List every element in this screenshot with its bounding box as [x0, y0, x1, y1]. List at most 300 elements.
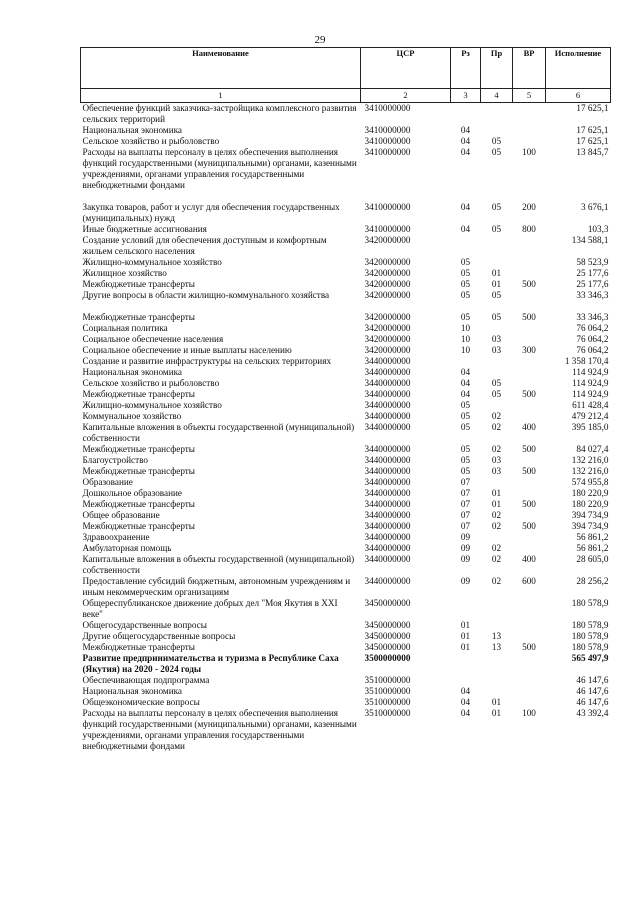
cell-vr [513, 598, 546, 620]
cell-pr: 01 [491, 268, 502, 278]
cell-csr: 3420000000 [364, 268, 411, 278]
cell-vr [513, 235, 546, 257]
cell-csr: 3440000000 [364, 532, 411, 542]
table-row [81, 631, 611, 642]
header-name: Наименование [81, 48, 361, 89]
table-row [81, 147, 611, 191]
cell-rz: 04 [460, 125, 471, 135]
cell-vr: 200 [522, 202, 536, 212]
cell-csr: 3440000000 [364, 466, 411, 476]
cell-exec: 180 578,9 [571, 598, 609, 608]
cell-exec: 17 625,1 [576, 136, 609, 146]
cell-exec: 114 924,9 [572, 378, 609, 388]
cell-csr: 3440000000 [364, 367, 411, 377]
table-row [81, 708, 611, 752]
cell-vr [513, 455, 546, 466]
cell-rz: 05 [460, 312, 471, 322]
cell-pr: 02 [491, 411, 502, 421]
cell-pr [481, 675, 513, 686]
table-row [81, 345, 611, 356]
cell-exec: 13 845,7 [576, 147, 609, 157]
cell-name: Развитие предпринимательства и туризма в Республике Саха (Якутия) на 2020 - 2024 годы [82, 653, 339, 674]
cell-pr: 01 [491, 708, 502, 718]
cell-rz: 04 [460, 389, 471, 399]
cell-exec: 3 676,1 [580, 202, 609, 212]
table-row [81, 653, 611, 675]
cell-exec: 33 346,3 [576, 312, 609, 322]
cell-exec: 103,3 [587, 224, 609, 234]
cell-vr: 500 [522, 444, 536, 454]
cell-csr: 3440000000 [364, 543, 411, 553]
cell-name: Дошкольное образование [82, 488, 182, 498]
cell-csr: 3500000000 [364, 653, 411, 663]
cell-name: Обеспечивающая подпрограмма [82, 675, 210, 685]
cell-rz: 04 [460, 224, 471, 234]
cell-exec: 394 734,9 [571, 510, 609, 520]
cell-rz: 09 [460, 576, 471, 586]
cell-rz: 04 [460, 136, 471, 146]
table-row [81, 444, 611, 455]
cell-rz [451, 675, 481, 686]
cell-pr: 03 [491, 345, 502, 355]
cell-exec: 180 220,9 [571, 488, 609, 498]
cell-pr: 05 [491, 136, 502, 146]
cell-pr: 03 [491, 334, 502, 344]
spacer-cell [81, 191, 611, 202]
cell-exec: 180 578,9 [571, 642, 609, 652]
cell-pr: 05 [491, 290, 502, 300]
cell-csr: 3440000000 [364, 411, 411, 421]
cell-vr [513, 653, 546, 675]
cell-csr: 3440000000 [364, 499, 411, 509]
cell-rz: 09 [460, 532, 471, 542]
cell-exec: 25 177,6 [576, 279, 609, 289]
cell-pr: 03 [491, 466, 502, 476]
cell-csr: 3510000000 [364, 697, 411, 707]
budget-execution-table [80, 47, 611, 752]
cell-pr: 05 [491, 312, 502, 322]
cell-exec: 56 861,2 [576, 543, 609, 553]
cell-pr [481, 620, 513, 631]
cell-exec: 479 212,4 [571, 411, 609, 421]
cell-vr [513, 477, 546, 488]
cell-exec: 46 147,6 [576, 697, 609, 707]
row-spacer [81, 301, 611, 312]
cell-pr [481, 323, 513, 334]
cell-pr: 02 [491, 521, 502, 531]
cell-pr: 02 [491, 422, 502, 432]
cell-vr [513, 631, 546, 642]
table-row [81, 697, 611, 708]
cell-pr: 05 [491, 202, 502, 212]
table-row [81, 477, 611, 488]
cell-rz: 04 [460, 686, 471, 696]
cell-exec: 84 027,4 [576, 444, 609, 454]
cell-exec: 180 578,9 [571, 631, 609, 641]
cell-rz: 05 [460, 290, 471, 300]
column-number: 4 [481, 89, 513, 103]
cell-vr [513, 290, 546, 301]
cell-csr: 3440000000 [364, 488, 411, 498]
cell-exec: 43 392,4 [576, 708, 609, 718]
cell-rz: 05 [460, 422, 471, 432]
cell-exec: 394 734,9 [571, 521, 609, 531]
cell-pr: 01 [491, 488, 502, 498]
cell-vr [513, 323, 546, 334]
page-number: 29 [314, 34, 326, 46]
cell-pr: 02 [491, 444, 502, 454]
cell-name: Межбюджетные трансферты [82, 279, 195, 289]
cell-pr [481, 103, 513, 126]
cell-csr: 3440000000 [364, 389, 411, 399]
cell-vr [513, 675, 546, 686]
table-row [81, 620, 611, 631]
table-row [81, 675, 611, 686]
cell-pr [481, 532, 513, 543]
cell-csr: 3410000000 [364, 224, 411, 234]
table-row [81, 202, 611, 224]
cell-name: Межбюджетные трансферты [82, 521, 195, 531]
cell-name: Создание условий для обеспечения доступным и комфортным жильем сельского населения [82, 235, 327, 256]
cell-vr [513, 257, 546, 268]
cell-rz: 07 [460, 488, 471, 498]
cell-vr [513, 510, 546, 521]
column-number: 5 [513, 89, 546, 103]
cell-rz: 07 [460, 499, 471, 509]
table-row [81, 323, 611, 334]
table-row [81, 356, 611, 367]
cell-vr: 500 [522, 279, 536, 289]
cell-vr [513, 411, 546, 422]
cell-pr: 02 [491, 510, 502, 520]
cell-rz [451, 653, 481, 675]
cell-name: Межбюджетные трансферты [82, 389, 195, 399]
cell-rz: 10 [460, 323, 471, 333]
table-row [81, 510, 611, 521]
cell-csr: 3420000000 [364, 257, 411, 267]
cell-name: Расходы на выплаты персоналу в целях обеспечения выполнения функций государственными (муниципальными) органами, казенными учреждениями, органами управления государственными внебюджетными фондами [82, 147, 357, 190]
cell-exec: 46 147,6 [576, 686, 609, 696]
cell-rz: 07 [460, 521, 471, 531]
column-number: 3 [451, 89, 481, 103]
cell-name: Иные бюджетные ассигнования [82, 224, 207, 234]
cell-name: Общереспубликанское движение добрых дел "Моя Якутия в XXI веке" [82, 598, 338, 619]
table-row [81, 521, 611, 532]
cell-name: Капитальные вложения в объекты государственной (муниципальной) собственности [82, 554, 355, 575]
table-row [81, 455, 611, 466]
cell-csr: 3440000000 [364, 356, 411, 366]
cell-csr: 3420000000 [364, 235, 411, 245]
cell-name: Жилищное хозяйство [82, 268, 167, 278]
cell-pr: 02 [491, 554, 502, 564]
cell-exec: 46 147,6 [576, 675, 609, 685]
cell-pr [481, 257, 513, 268]
cell-csr: 3450000000 [364, 642, 411, 652]
table-row [81, 257, 611, 268]
cell-exec: 76 064,2 [576, 345, 609, 355]
cell-exec: 132 216,0 [571, 466, 609, 476]
cell-pr [481, 235, 513, 257]
cell-exec: 611 428,4 [572, 400, 609, 410]
cell-rz: 04 [460, 378, 471, 388]
cell-vr [513, 532, 546, 543]
table-row [81, 422, 611, 444]
header-exec: Исполнение [546, 48, 611, 89]
cell-pr: 13 [491, 642, 502, 652]
table-row [81, 532, 611, 543]
cell-rz: 05 [460, 455, 471, 465]
cell-exec: 28 605,0 [576, 554, 609, 564]
cell-name: Национальная экономика [82, 125, 183, 135]
cell-exec: 76 064,2 [576, 323, 609, 333]
cell-rz: 04 [460, 147, 471, 157]
cell-rz [451, 598, 481, 620]
cell-exec: 28 256,2 [576, 576, 609, 586]
cell-vr [513, 268, 546, 279]
table-row [81, 466, 611, 477]
cell-name: Благоустройство [82, 455, 148, 465]
table-row [81, 488, 611, 499]
cell-vr: 800 [522, 224, 536, 234]
cell-vr [513, 356, 546, 367]
cell-name: Амбулаторная помощь [82, 543, 172, 553]
cell-name: Жилищно-коммунальное хозяйство [82, 400, 222, 410]
cell-csr: 3420000000 [364, 312, 411, 322]
cell-csr: 3420000000 [364, 279, 411, 289]
cell-pr: 03 [491, 455, 502, 465]
cell-exec: 17 625,1 [576, 125, 609, 135]
cell-rz: 04 [460, 367, 471, 377]
cell-exec: 58 523,9 [576, 257, 609, 267]
cell-name: Расходы на выплаты персоналу в целях обеспечения выполнения функций государственными (муниципальными) органами, казенными учреждениями, органами управления государственными внебюджетными фондами [82, 708, 357, 751]
cell-exec: 132 216,0 [571, 455, 609, 465]
cell-name: Закупка товаров, работ и услуг для обеспечения государственных (муниципальных) нужд [82, 202, 340, 223]
cell-name: Другие вопросы в области жилищно-коммунального хозяйства [82, 290, 330, 300]
cell-csr: 3420000000 [364, 345, 411, 355]
cell-rz: 01 [460, 642, 471, 652]
cell-rz [451, 235, 481, 257]
cell-name: Межбюджетные трансферты [82, 444, 195, 454]
table-row [81, 103, 611, 126]
cell-pr: 05 [491, 389, 502, 399]
cell-name: Создание и развитие инфраструктуры на сельских территориях [82, 356, 332, 366]
cell-name: Обеспечение функций заказчика-застройщика комплексного развития сельских территорий [82, 103, 357, 124]
cell-vr: 500 [522, 499, 536, 509]
cell-vr [513, 697, 546, 708]
row-spacer [81, 191, 611, 202]
table-row [81, 290, 611, 301]
cell-exec: 180 578,9 [571, 620, 609, 630]
cell-pr [481, 125, 513, 136]
table-body [81, 103, 611, 753]
cell-pr [481, 400, 513, 411]
cell-vr [513, 620, 546, 631]
cell-name: Межбюджетные трансферты [82, 466, 195, 476]
cell-rz: 01 [460, 631, 471, 641]
cell-rz [451, 356, 481, 367]
table-row [81, 125, 611, 136]
column-number: 6 [546, 89, 611, 103]
cell-vr: 500 [522, 466, 536, 476]
table-row [81, 312, 611, 323]
cell-vr [513, 400, 546, 411]
header-vr: ВР [513, 48, 546, 89]
cell-name: Капитальные вложения в объекты государственной (муниципальной) собственности [82, 422, 355, 443]
cell-csr: 3450000000 [364, 620, 411, 630]
cell-csr: 3420000000 [364, 290, 411, 300]
table-row [81, 543, 611, 554]
table-row [81, 378, 611, 389]
cell-rz [451, 103, 481, 126]
cell-rz: 07 [460, 510, 471, 520]
cell-name: Межбюджетные трансферты [82, 642, 195, 652]
cell-vr [513, 367, 546, 378]
cell-exec: 180 220,9 [571, 499, 609, 509]
cell-name: Социальное обеспечение населения [82, 334, 224, 344]
cell-name: Предоставление субсидий бюджетным, автономным учреждениям и иным некоммерческим организациям [82, 576, 351, 597]
cell-pr: 02 [491, 576, 502, 586]
cell-name: Жилищно-коммунальное хозяйство [82, 257, 222, 267]
cell-csr: 3410000000 [364, 202, 411, 212]
table-row [81, 224, 611, 235]
cell-name: Национальная экономика [82, 367, 183, 377]
cell-csr: 3410000000 [364, 147, 411, 157]
cell-pr [481, 477, 513, 488]
cell-rz: 05 [460, 411, 471, 421]
cell-rz: 10 [460, 345, 471, 355]
cell-vr: 600 [522, 576, 536, 586]
table-row [81, 268, 611, 279]
cell-vr [513, 136, 546, 147]
table-header-row [81, 48, 611, 89]
cell-pr [481, 598, 513, 620]
cell-exec: 76 064,2 [576, 334, 609, 344]
cell-pr: 02 [491, 543, 502, 553]
cell-exec: 574 955,8 [571, 477, 609, 487]
cell-exec: 114 924,9 [572, 389, 609, 399]
table-row [81, 279, 611, 290]
cell-rz: 05 [460, 257, 471, 267]
cell-name: Коммунальное хозяйство [82, 411, 182, 421]
cell-rz: 05 [460, 400, 471, 410]
cell-csr: 3510000000 [364, 675, 411, 685]
cell-csr: 3440000000 [364, 400, 411, 410]
header-rz: Рз [451, 48, 481, 89]
cell-vr [513, 488, 546, 499]
cell-rz: 05 [460, 279, 471, 289]
cell-csr: 3450000000 [364, 631, 411, 641]
cell-rz: 07 [460, 477, 471, 487]
cell-name: Социальная политика [82, 323, 168, 333]
cell-vr: 300 [522, 345, 536, 355]
cell-csr: 3440000000 [364, 444, 411, 454]
table-row [81, 686, 611, 697]
cell-pr [481, 367, 513, 378]
cell-exec: 56 861,2 [576, 532, 609, 542]
cell-pr [481, 356, 513, 367]
table-row [81, 411, 611, 422]
cell-csr: 3450000000 [364, 598, 411, 608]
cell-name: Сельское хозяйство и рыболовство [82, 136, 220, 146]
table-row [81, 235, 611, 257]
cell-pr [481, 653, 513, 675]
cell-name: Межбюджетные трансферты [82, 499, 195, 509]
cell-csr: 3510000000 [364, 708, 411, 718]
cell-csr: 3410000000 [364, 103, 411, 113]
cell-csr: 3510000000 [364, 686, 411, 696]
cell-exec: 114 924,9 [572, 367, 609, 377]
cell-name: Здравоохранение [82, 532, 150, 542]
cell-rz: 04 [460, 202, 471, 212]
cell-pr [481, 686, 513, 697]
cell-csr: 3440000000 [364, 378, 411, 388]
table-row [81, 389, 611, 400]
cell-name: Образование [82, 477, 133, 487]
cell-rz: 09 [460, 543, 471, 553]
cell-exec: 134 588,1 [571, 235, 609, 245]
cell-exec: 1 358 170,4 [564, 356, 609, 366]
column-number: 1 [81, 89, 361, 103]
cell-vr: 500 [522, 642, 536, 652]
cell-csr: 3440000000 [364, 455, 411, 465]
cell-rz: 04 [460, 708, 471, 718]
table-row [81, 136, 611, 147]
cell-exec: 33 346,3 [576, 290, 609, 300]
cell-name: Межбюджетные трансферты [82, 312, 195, 322]
cell-rz: 05 [460, 466, 471, 476]
cell-pr: 01 [491, 279, 502, 289]
cell-exec: 17 625,1 [576, 103, 609, 113]
cell-vr: 100 [522, 147, 536, 157]
cell-vr: 500 [522, 312, 536, 322]
cell-vr: 100 [522, 708, 536, 718]
cell-name: Социальное обеспечение и иные выплаты населению [82, 345, 292, 355]
cell-rz: 05 [460, 268, 471, 278]
cell-exec: 565 497,9 [571, 653, 609, 663]
cell-vr [513, 334, 546, 345]
cell-csr: 3440000000 [364, 422, 411, 432]
cell-name: Общеэкономические вопросы [82, 697, 200, 707]
cell-csr: 3440000000 [364, 521, 411, 531]
cell-name: Сельское хозяйство и рыболовство [82, 378, 220, 388]
cell-rz: 09 [460, 554, 471, 564]
cell-vr [513, 686, 546, 697]
cell-pr: 01 [491, 697, 502, 707]
table-row [81, 334, 611, 345]
table-row [81, 400, 611, 411]
cell-exec: 25 177,6 [576, 268, 609, 278]
cell-rz: 04 [460, 697, 471, 707]
cell-pr: 05 [491, 378, 502, 388]
table-row [81, 367, 611, 378]
cell-csr: 3420000000 [364, 323, 411, 333]
cell-vr [513, 125, 546, 136]
cell-csr: 3440000000 [364, 576, 411, 586]
cell-rz: 01 [460, 620, 471, 630]
cell-pr: 05 [491, 147, 502, 157]
table-row [81, 642, 611, 653]
cell-pr: 13 [491, 631, 502, 641]
cell-name: Общегосударственные вопросы [82, 620, 207, 630]
header-pr: Пр [481, 48, 513, 89]
table-row [81, 554, 611, 576]
column-number-row [81, 89, 611, 103]
table-row [81, 598, 611, 620]
cell-vr: 500 [522, 521, 536, 531]
table-row [81, 499, 611, 510]
cell-vr: 400 [522, 554, 536, 564]
cell-vr [513, 378, 546, 389]
